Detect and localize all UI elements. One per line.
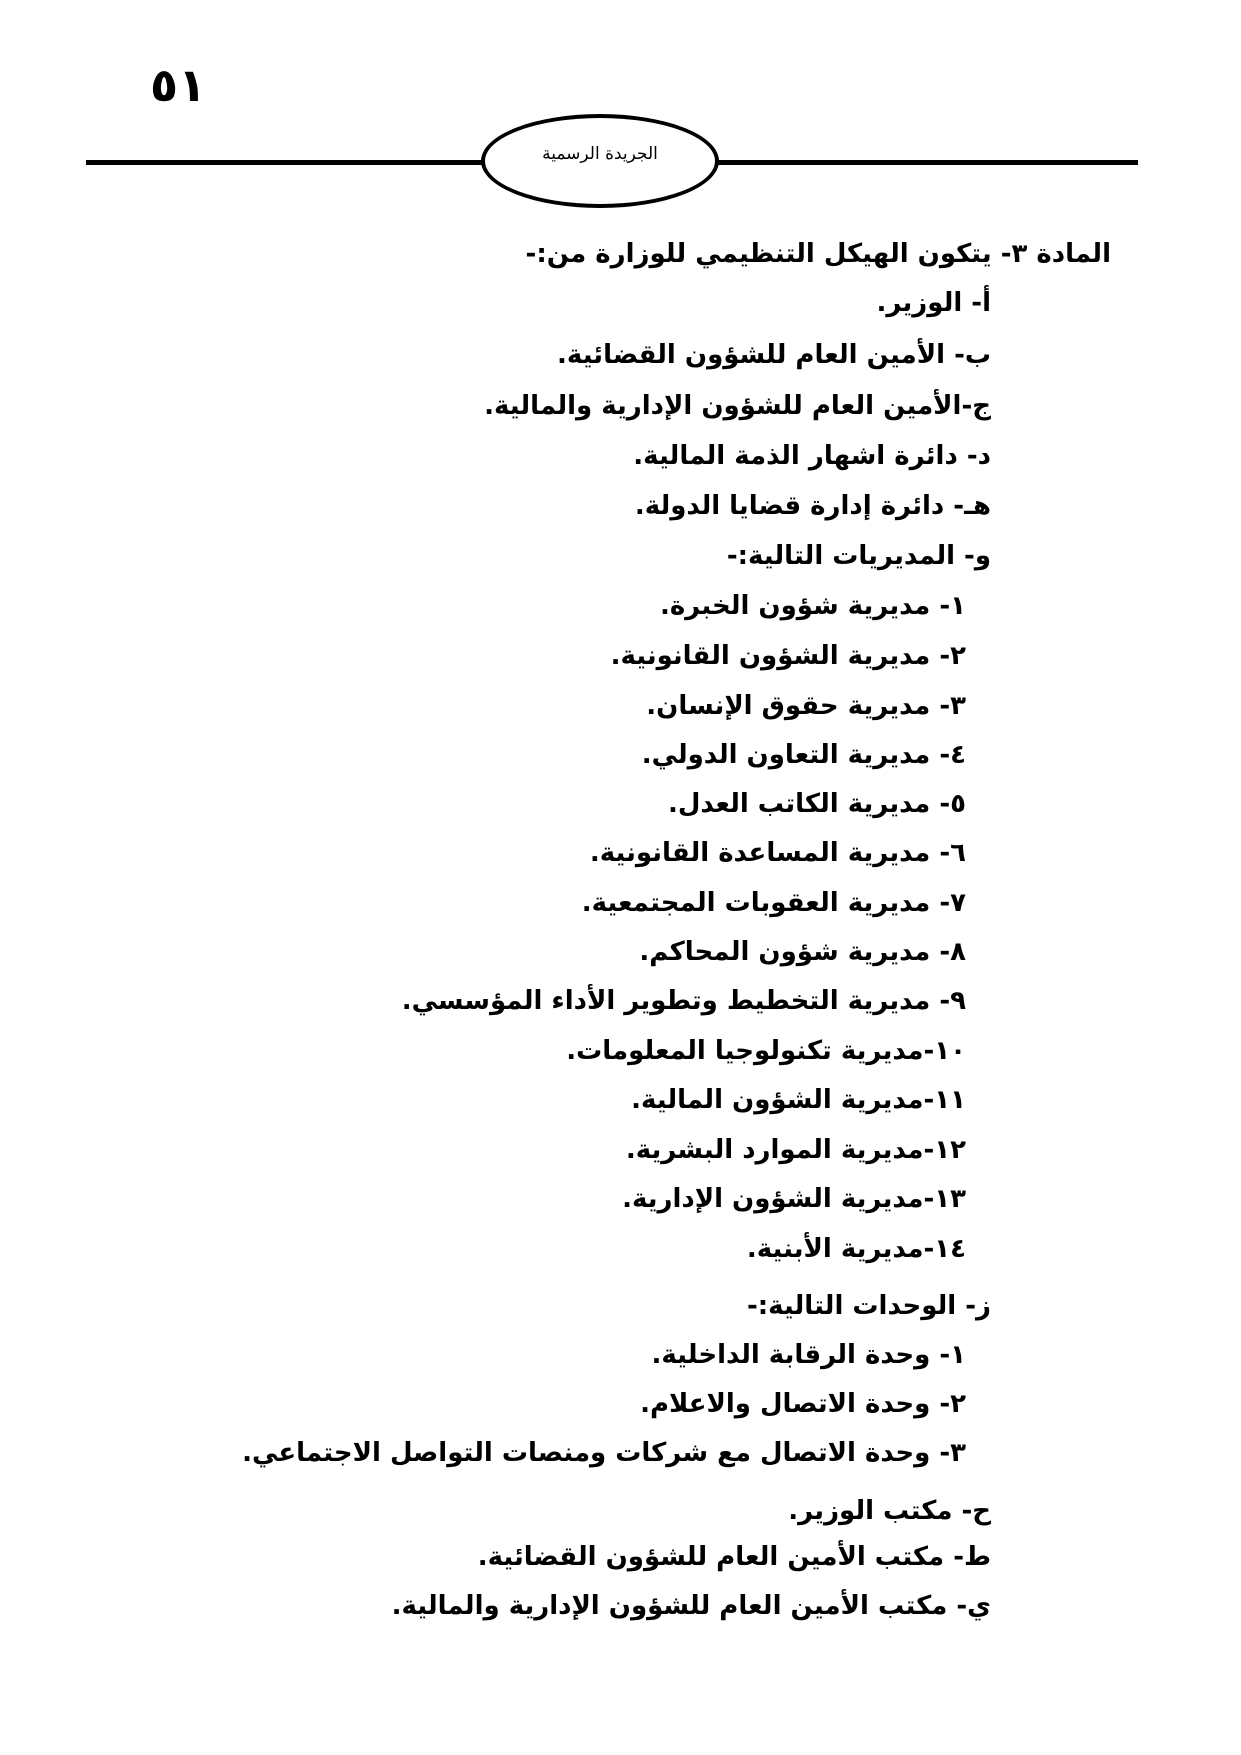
directorate-14: ١٤-مديرية الأبنية.: [746, 1234, 966, 1264]
item-g: ز- الوحدات التالية:-: [746, 1291, 991, 1321]
unit-2: ٢- وحدة الاتصال والاعلام.: [640, 1389, 966, 1419]
article-intro: المادة ٣- يتكون الهيكل التنظيمي للوزارة من:-: [525, 239, 1111, 269]
item-j: ي- مكتب الأمين العام للشؤون الإدارية والمالية.: [391, 1591, 991, 1621]
unit-1: ١- وحدة الرقابة الداخلية.: [651, 1340, 966, 1370]
item-h: ح- مكتب الوزير.: [788, 1496, 991, 1526]
header-title: الجريدة الرسمية: [542, 144, 658, 164]
unit-3: ٣- وحدة الاتصال مع شركات ومنصات التواصل الاجتماعي.: [242, 1438, 966, 1468]
directorate-10: ١٠-مديرية تكنولوجيا المعلومات.: [566, 1036, 966, 1066]
item-i: ط- مكتب الأمين العام للشؤون القضائية.: [477, 1542, 991, 1572]
header-oval: [481, 114, 719, 208]
directorate-13: ١٣-مديرية الشؤون الإدارية.: [622, 1184, 966, 1214]
directorate-9: ٩- مديرية التخطيط وتطوير الأداء المؤسسي.: [401, 986, 966, 1016]
page-number: ٥١: [150, 58, 207, 112]
directorate-5: ٥- مديرية الكاتب العدل.: [667, 789, 966, 819]
item-f: و- المديريات التالية:-: [726, 541, 991, 571]
directorate-1: ١- مديرية شؤون الخبرة.: [659, 591, 966, 621]
directorate-12: ١٢-مديرية الموارد البشرية.: [625, 1135, 966, 1165]
directorate-2: ٢- مديرية الشؤون القانونية.: [610, 641, 966, 671]
item-e: هـ- دائرة إدارة قضايا الدولة.: [634, 491, 991, 521]
directorate-7: ٧- مديرية العقوبات المجتمعية.: [581, 888, 966, 918]
directorate-3: ٣- مديرية حقوق الإنسان.: [646, 691, 966, 721]
item-b: ب- الأمين العام للشؤون القضائية.: [557, 340, 991, 370]
item-c: ج-الأمين العام للشؤون الإدارية والمالية.: [484, 391, 991, 421]
directorate-6: ٦- مديرية المساعدة القانونية.: [589, 838, 966, 868]
directorate-8: ٨- مديرية شؤون المحاكم.: [639, 937, 966, 967]
directorate-4: ٤- مديرية التعاون الدولي.: [641, 740, 966, 770]
item-a: أ- الوزير.: [876, 288, 991, 318]
item-d: د- دائرة اشهار الذمة المالية.: [633, 441, 991, 471]
directorate-11: ١١-مديرية الشؤون المالية.: [631, 1085, 966, 1115]
